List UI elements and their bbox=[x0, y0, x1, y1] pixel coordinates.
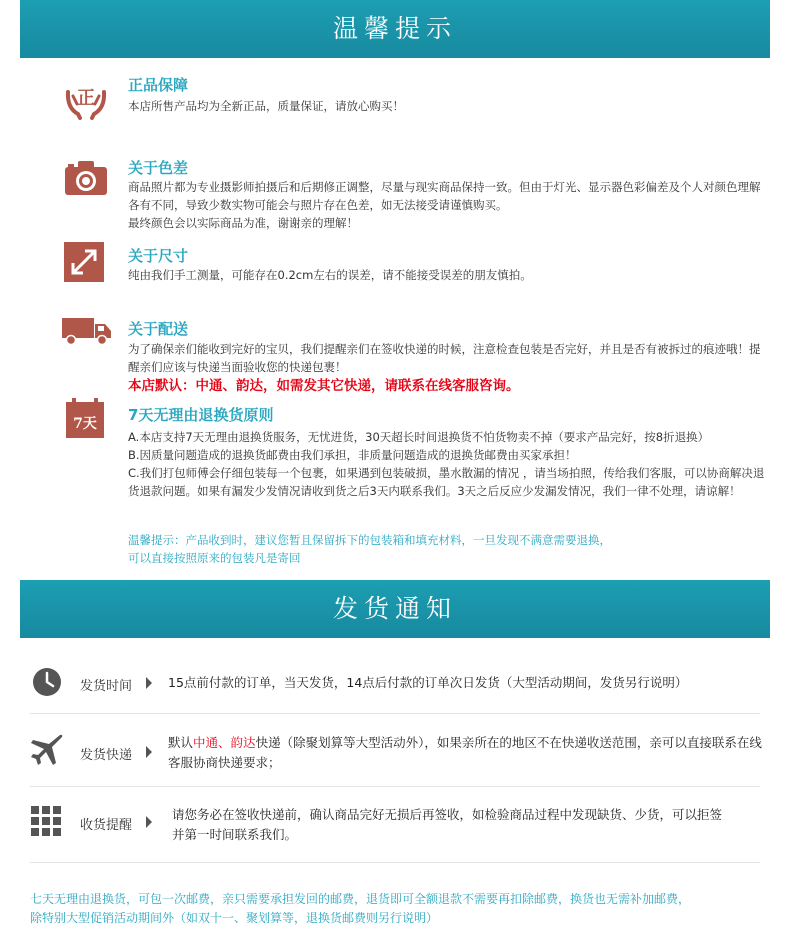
divider bbox=[30, 713, 760, 714]
footer-note bbox=[30, 890, 770, 928]
section-title-return: 7天无理由退换货原则 bbox=[128, 406, 274, 424]
courier-zto: 中通 bbox=[193, 735, 219, 750]
shipping-label-receipt: 收货提醒 bbox=[80, 818, 133, 833]
tips-banner: 温馨提示 bbox=[20, 0, 770, 58]
section-title-delivery: 关于配送 bbox=[128, 320, 189, 338]
courier-sep: 、 bbox=[218, 735, 231, 750]
courier-post: 快递（除聚划算等大型活动外），如果亲所在的地区不在快递收送范围，亲可以直接联系在线客服协商快递要求； bbox=[168, 735, 762, 770]
return-rule-c: C.我们打包师傅会仔细包装每一个包裹，如果遇到包装破损，墨水散漏的情况 ，请当场拍照，传给我们客服，可以协商解决退货退款问题。如果有漏发少发情况请收到货之后3天内联系我们。3天之后反应少发漏发情况，我们一律不处理，请谅解！ bbox=[128, 466, 765, 498]
section-title-color: 关于色差 bbox=[128, 159, 189, 177]
section-title-genuine: 正品保障 bbox=[128, 76, 189, 94]
section-text-color: 商品照片都为专业摄影师拍摄后和后期修正调整，尽量与现实商品保持一致。但由于灯光、显示器色彩偏差及个人对颜色理解各有不同，导致少数实物可能会与照片存在色差，如无法接受请谨慎购买。 bbox=[128, 180, 761, 212]
courier-yunda: 韵达 bbox=[230, 735, 256, 750]
warm-tip-line1: 温馨提示：产品收到时，建议您暂且保留拆下的包装箱和填充材料，一旦发现不满意需要退换， bbox=[128, 533, 611, 547]
section-text-color-2: 最终颜色会以实际商品为准，谢谢亲的理解！ bbox=[128, 216, 358, 230]
shipping-text-courier bbox=[168, 733, 768, 773]
seven-days-icon-label: 7天 bbox=[73, 416, 97, 432]
shipping-label-courier: 发货快递 bbox=[80, 748, 133, 763]
shipping-banner: 发货通知 bbox=[20, 580, 770, 638]
clock-icon bbox=[32, 667, 62, 701]
row-arrow-icon bbox=[146, 816, 152, 828]
warm-tip-line2: 可以直接按照原来的包装凡是寄回 bbox=[128, 551, 301, 565]
section-text-size: 纯由我们手工测量，可能存在0.2cm左右的误差，请不能接受误差的朋友慎拍。 bbox=[128, 268, 532, 282]
shipping-text-receipt: 请您务必在签收快递前，确认商品完好无损后再签收，如检验商品过程中发现缺货、少货，可以拒签并第一时间联系我们。 bbox=[172, 807, 723, 842]
camera-icon bbox=[64, 160, 108, 200]
resize-arrow-icon bbox=[64, 242, 104, 286]
truck-icon bbox=[62, 316, 112, 350]
divider bbox=[30, 786, 760, 787]
return-rule-b: B.因质量问题造成的退换货邮费由我们承担，非质量问题造成的退换货邮费由买家承担！ bbox=[128, 448, 577, 462]
row-arrow-icon bbox=[146, 746, 152, 758]
divider bbox=[30, 862, 760, 863]
grid-icon bbox=[31, 806, 61, 840]
footer-line2: 除特别大型促销活动期间外（如双十一、聚划算等，退换货邮费则另行说明） bbox=[30, 911, 439, 925]
svg-text:正: 正 bbox=[77, 88, 95, 109]
shipping-text-time: 15点前付款的订单，当天发货，14点后付款的订单次日发货（大型活动期间，发货另行说明） bbox=[168, 675, 688, 690]
seven-days-icon bbox=[66, 398, 104, 442]
default-courier-notice: 本店默认：中通、韵达，如需发其它快递，请联系在线客服咨询。 bbox=[128, 378, 520, 394]
shipping-label-time: 发货时间 bbox=[80, 679, 133, 694]
genuine-hands-icon bbox=[64, 78, 108, 126]
row-arrow-icon bbox=[146, 677, 152, 689]
plane-icon bbox=[30, 733, 64, 771]
section-title-size: 关于尺寸 bbox=[128, 247, 189, 265]
section-text-genuine: 本店所售产品均为全新正品，质量保证，请放心购买！ bbox=[128, 99, 404, 113]
section-text-delivery: 为了确保亲们能收到完好的宝贝，我们提醒亲们在签收快递的时候，注意检查包装是否完好，并且是否有被拆过的痕迹哦！提醒亲们应该与快递当面验收您的快递包裹！ bbox=[128, 342, 761, 374]
courier-pre: 默认 bbox=[168, 735, 194, 750]
footer-line1: 七天无理由退换货，可包一次邮费，亲只需要承担发回的邮费，退货即可全额退款不需要再扣除邮费，换货也无需补加邮费， bbox=[30, 892, 691, 906]
return-rule-a: A.本店支持7天无理由退换货服务，无忧进货，30天超长时间退换货不怕货物卖不掉（要求产品完好，按8折退换） bbox=[128, 430, 710, 444]
